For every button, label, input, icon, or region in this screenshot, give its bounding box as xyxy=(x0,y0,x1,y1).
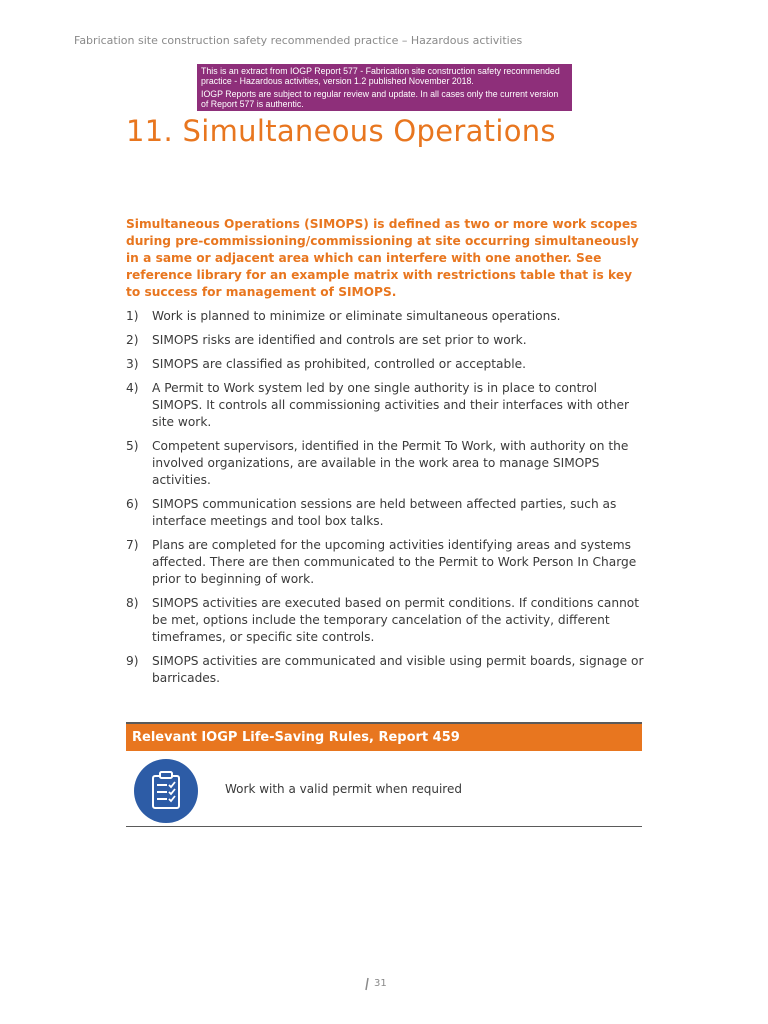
running-header: Fabrication site construction safety recommended practice – Hazardous activities xyxy=(74,34,523,47)
extract-notice xyxy=(197,64,572,111)
clipboard-checklist-icon xyxy=(134,759,198,823)
life-saving-rule-text: Work with a valid permit when required xyxy=(225,782,462,796)
list-item-number: 9) xyxy=(126,654,139,668)
list-item-text: SIMOPS risks are identified and controls are set prior to work. xyxy=(152,333,527,347)
list-item-text: SIMOPS are classified as prohibited, controlled or acceptable. xyxy=(152,357,526,371)
list-item-number: 8) xyxy=(126,596,139,610)
list-item xyxy=(126,653,646,687)
list-item xyxy=(126,595,646,646)
list-item-text: Work is planned to minimize or eliminate simultaneous operations. xyxy=(152,309,561,323)
list-item-number: 4) xyxy=(126,381,139,395)
list-item-number: 5) xyxy=(126,439,139,453)
list-item xyxy=(126,356,646,373)
life-saving-rule-row xyxy=(126,751,642,827)
list-item-number: 6) xyxy=(126,497,139,511)
list-item-text: SIMOPS activities are communicated and visible using permit boards, signage or barricades. xyxy=(152,654,644,685)
list-item-number: 3) xyxy=(126,357,139,371)
list-item-text: Competent supervisors, identified in the Permit To Work, with authority on the involved organizations, are available in the work area to manage SIMOPS activities. xyxy=(152,439,629,487)
simops-list xyxy=(126,308,646,694)
page-number: 31 xyxy=(374,978,387,989)
list-item xyxy=(126,332,646,349)
life-saving-rules-header: Relevant IOGP Life-Saving Rules, Report 459 xyxy=(126,722,642,751)
section-title: 11. Simultaneous Operations xyxy=(126,114,556,148)
notice-line-1: This is an extract from IOGP Report 577 - Fabrication site construction safety recommended practice - Hazardous activities, version 1.2 published November 2018. xyxy=(201,66,560,87)
list-item-number: 2) xyxy=(126,333,139,347)
list-item-number: 1) xyxy=(126,309,139,323)
page-number-mark xyxy=(364,977,370,991)
list-item-text: SIMOPS communication sessions are held between affected parties, such as interface meetings and tool box talks. xyxy=(152,497,617,528)
list-item xyxy=(126,496,646,530)
list-item xyxy=(126,537,646,588)
list-item xyxy=(126,380,646,431)
list-item-text: Plans are completed for the upcoming activities identifying areas and systems affected. There are then communicated to the Permit to Work Person In Charge prior to beginning of work. xyxy=(152,538,637,586)
list-item-number: 7) xyxy=(126,538,139,552)
notice-line-2: IOGP Reports are subject to regular review and update. In all cases only the current version of Report 577 is authentic. xyxy=(201,88,559,110)
list-item-text: SIMOPS activities are executed based on permit conditions. If conditions cannot be met, options include the temporary cancelation of the activity, different timeframes, or specific site controls. xyxy=(152,596,640,644)
section-intro: Simultaneous Operations (SIMOPS) is defined as two or more work scopes during pre-commissioning/commissioning at site occurring simultaneously in a same or adjacent area which can interfere with one another. See reference library for an example matrix with restrictions table that is key to success for management of SIMOPS. xyxy=(126,217,639,299)
list-item xyxy=(126,308,646,325)
list-item xyxy=(126,438,646,489)
list-item-text: A Permit to Work system led by one single authority is in place to control SIMOPS. It controls all commissioning activities and their interfaces with other site work. xyxy=(152,381,630,429)
